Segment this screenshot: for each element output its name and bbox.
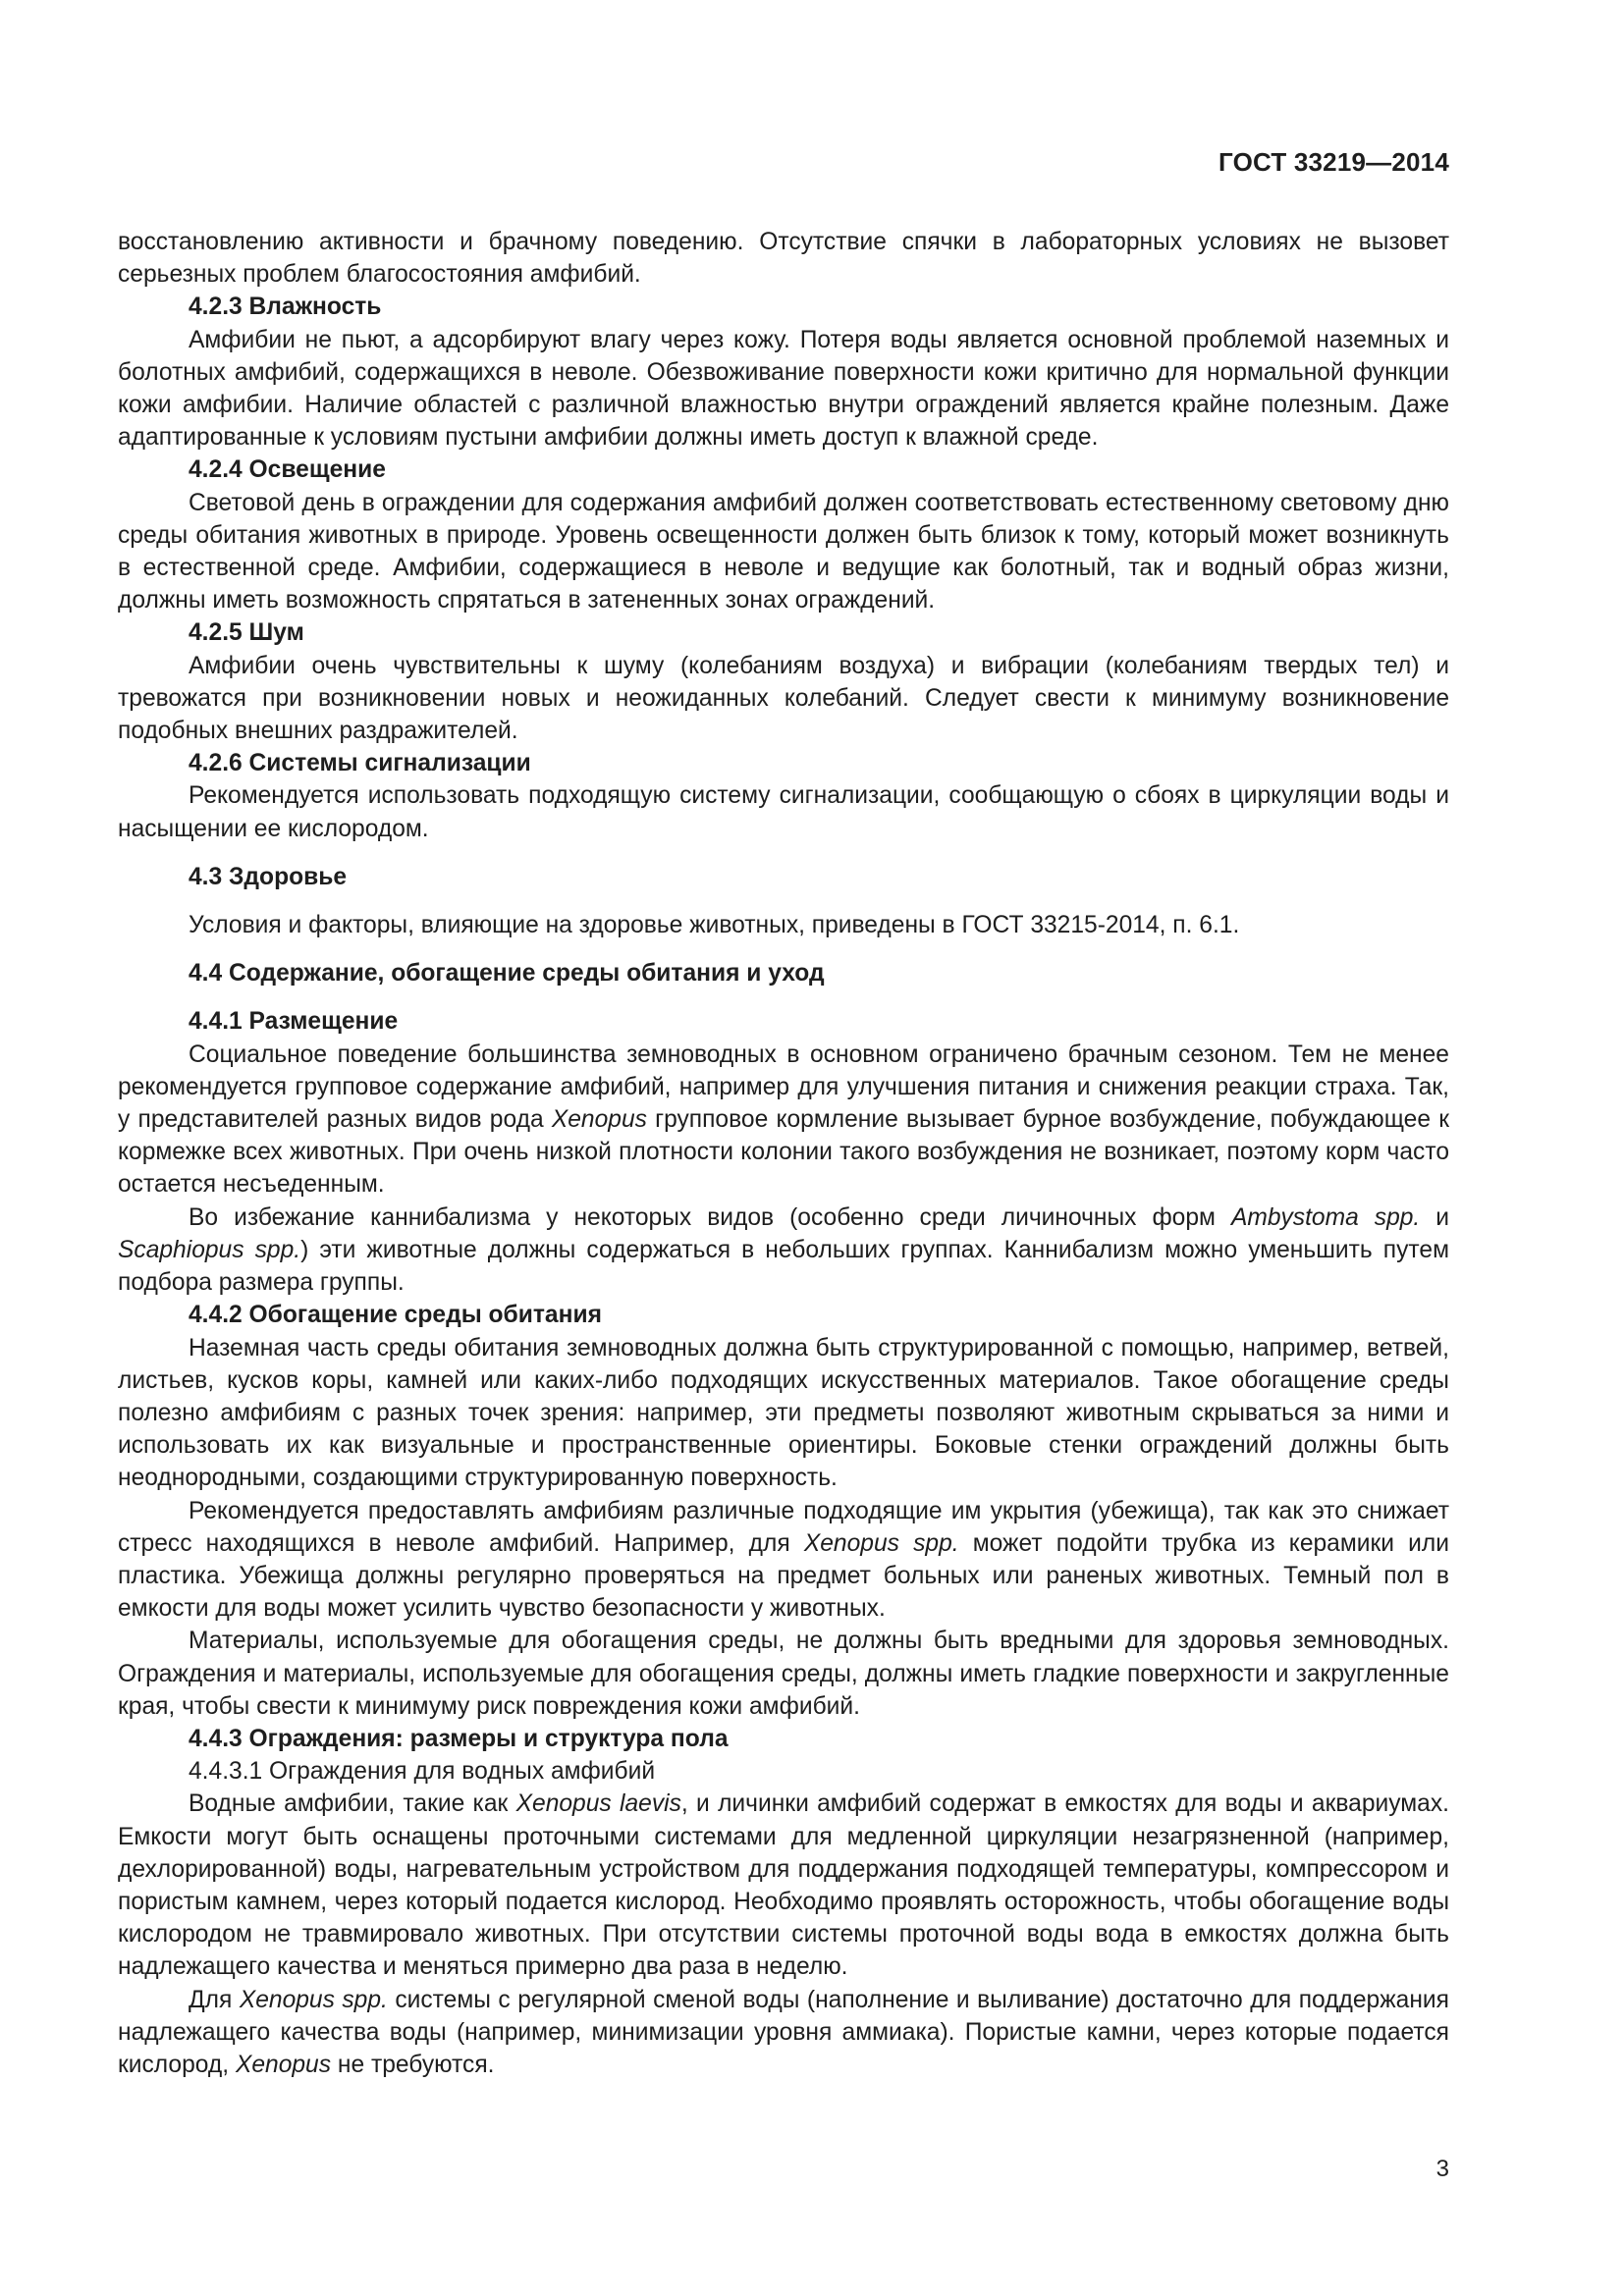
text-run: и <box>1420 1203 1449 1231</box>
species-name: Xenopus laevis <box>515 1790 681 1818</box>
section-heading-4-2-3: 4.2.3 Влажность <box>189 294 382 321</box>
text-run: групповое кормление вызывает бурное возбуждение, побуждающее к кормежке всех животных. При очень низкой плотности колонии такого возбуждения не возникает, поэтому корм часто остается несъеденным. <box>118 1106 1449 1199</box>
paragraph: Наземная часть среды обитания земноводных должна быть структурированной с помощью, например, ветвей, листьев, кусков коры, камней или каких-либо подходящих искусственных материалов. Такое обогащение среды полезно амфибиям с разных точек зрения: например, эти предметы позволяют животным скрываться за ними и использовать их как визуальные и пространственные ориентиры. Боковые стенки ограждений должны быть неоднородными, создающими структурированную поверхность. <box>118 1334 1449 1492</box>
section-heading-4-2-6: 4.2.6 Системы сигнализации <box>189 750 531 777</box>
species-name: Xenopus spp. <box>239 1986 388 2013</box>
paragraph <box>118 1984 1449 2082</box>
text-run: Рекомендуется предоставлять амфибиям различные подходящие им укрытия (убежища), так как это снижает стресс находящихся в неволе амфибий. Например, для <box>118 1497 1449 1557</box>
section-heading-4-2-4: 4.2.4 Освещение <box>189 456 386 484</box>
section-heading-4-4-1: 4.4.1 Размещение <box>189 1008 399 1036</box>
species-name: Xenopus <box>551 1106 647 1134</box>
section-heading-4-3: 4.3 Здоровье <box>189 863 348 890</box>
text-run: может подойти трубка из керамики или пластика. Убежища должны регулярно проверяться на предмет больных или раненых животных. Темный пол в емкости для воды может усилить чувство безопасности у животных. <box>118 1529 1449 1623</box>
paragraph: Амфибии очень чувствительны к шуму (колебаниям воздуха) и вибрации (колебаниям твердых тел) и тревожатся при возникновении новых и неожиданных колебаний. Следует свести к минимуму возникновение подобных внешних раздражителей. <box>118 652 1449 745</box>
text-run: системы с регулярной сменой воды (наполнение и выливание) достаточно для поддержания надлежащего качества воды (например, минимизации уровня аммиака). Пористые камни, через которые подается кислород, <box>118 1986 1449 2078</box>
text-run: Водные амфибии, такие как <box>189 1790 516 1818</box>
species-name: Scaphiopus spp. <box>118 1236 301 1263</box>
text-run: Для <box>189 1986 240 2013</box>
section-heading-4-4-2: 4.4.2 Обогащение среды обитания <box>189 1302 602 1329</box>
paragraph <box>118 1788 1449 1983</box>
paragraph: Рекомендуется использовать подходящую систему сигнализации, сообщающую о сбоях в циркуляции воды и насыщении ее кислородом. <box>118 782 1449 842</box>
text-run: , и личинки амфибий содержат в емкостях для воды и аквариумах. Емкости могут быть оснащены проточными системами для медленной циркуляции незагрязненной (например, дехлорированной) воды, нагревательным устройством для поддержания подходящей температуры, компрессором и пористым камнем, через который подается кислород. Необходимо проявлять осторожность, чтобы обогащение воды кислородом не травмировало животных. При отсутствии системы проточной воды вода в емкостях должна быть надлежащего качества и меняться примерно два раза в неделю. <box>118 1790 1449 1981</box>
section-heading-4-2-5: 4.2.5 Шум <box>189 619 304 647</box>
page-header-code: ГОСТ 33219—2014 <box>1218 147 1449 177</box>
section-heading-4-4-3-1: 4.4.3.1 Ограждения для водных амфибий <box>189 1758 656 1786</box>
paragraph: Материалы, используемые для обогащения среды, не должны быть вредными для здоровья земноводных. Ограждения и материалы, используемые для обогащения среды, должны иметь гладкие поверхности и закругленные края, чтобы свести к минимуму риск повреждения кожи амфибий. <box>118 1628 1449 1720</box>
text-run: ) эти животные должны содержаться в небольших группах. Каннибализм можно уменьшить путем подбора размера группы. <box>118 1236 1449 1297</box>
text-run: Социальное поведение большинства земноводных в основном ограничено брачным сезоном. Тем не менее рекомендуется групповое содержание амфибий, например для улучшения питания и снижения реакции страха. Так, у представителей разных видов рода <box>118 1041 1449 1134</box>
species-name: Xenopus spp. <box>803 1529 959 1557</box>
page-number: 3 <box>1435 2156 1449 2182</box>
paragraph <box>118 1201 1449 1300</box>
species-name: Ambystoma spp. <box>1230 1203 1421 1231</box>
paragraph <box>118 1495 1449 1626</box>
paragraph <box>118 1039 1449 1201</box>
paragraph: Условия и факторы, влияющие на здоровье животных, приведены в ГОСТ 33215-2014, п. 6.1. <box>189 912 1240 939</box>
text-run: Во избежание каннибализма у некоторых видов (особенно среди личиночных форм <box>189 1203 1231 1231</box>
paragraph: восстановлению активности и брачному поведению. Отсутствие спячки в лабораторных условиях не вызовет серьезных проблем благосостояния амфибий. <box>118 229 1449 289</box>
text-run: не требуются. <box>331 2051 495 2078</box>
paragraph: Амфибии не пьют, а адсорбируют влагу через кожу. Потеря воды является основной проблемой наземных и болотных амфибий, содержащихся в неволе. Обезвоживание поверхности кожи критично для нормальной функции кожи амфибии. Наличие областей с различной влажностью внутри ограждений является крайне полезным. Даже адаптированные к условиям пустыни амфибии должны иметь доступ к влажной среде. <box>118 326 1449 452</box>
section-heading-4-4: 4.4 Содержание, обогащение среды обитания и уход <box>189 960 825 988</box>
species-name: Xenopus <box>235 2051 332 2078</box>
paragraph: Световой день в ограждении для содержания амфибий должен соответствовать естественному световому дню среды обитания животных в природе. Уровень освещенности должен быть близок к тому, который может возникнуть в естественной среде. Амфибии, содержащиеся в неволе и ведущие как болотный, так и водный образ жизни, должны иметь возможность спрятаться в затененных зонах ограждений. <box>118 489 1449 614</box>
document-body <box>118 226 1449 2081</box>
section-heading-4-4-3: 4.4.3 Ограждения: размеры и структура пола <box>189 1725 729 1752</box>
